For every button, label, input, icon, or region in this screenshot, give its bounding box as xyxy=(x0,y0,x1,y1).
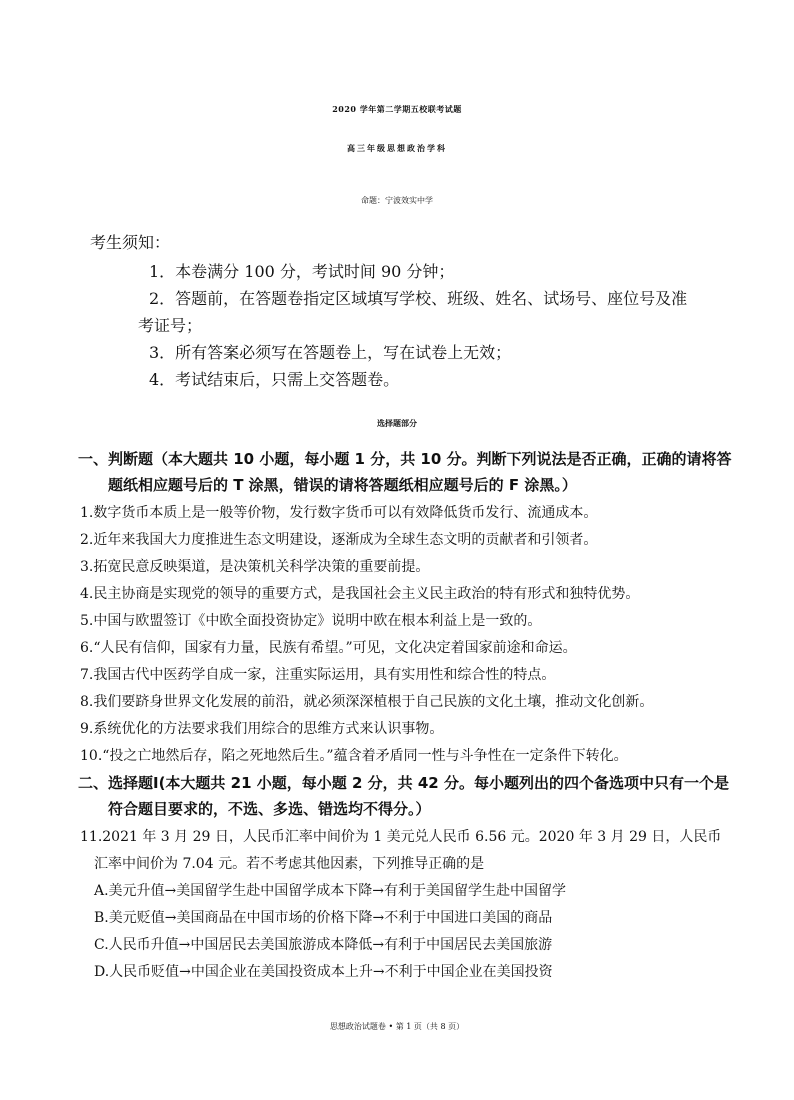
judgment-question: 4.民主协商是实现党的领导的重要方式，是我国社会主义民主政治的特有形式和独特优势。 xyxy=(80,586,640,602)
judgment-question: 2.近年来我国大力度推进生态文明建设，逐渐成为全球生态文明的贡献者和引领者。 xyxy=(80,532,598,548)
judgment-question: 6.“人民有信仰，国家有力量，民族有希望。”可见，文化决定着国家前途和命运。 xyxy=(80,640,577,656)
judgment-question: 5.中国与欧盟签订《中欧全面投资协定》说明中欧在根本利益上是一致的。 xyxy=(80,613,542,629)
notice-item: 3．所有答案必须写在答题卷上，写在试卷上无效； xyxy=(149,343,512,362)
choice-option-b: B.美元贬值→美国商品在中国市场的价格下降→不利于中国进口美国的商品 xyxy=(94,910,553,926)
notice-item: 2．答题前，在答题卷指定区域填写学校、班级、姓名、试场号、座位号及准 xyxy=(149,289,688,308)
choice-option-a: A.美元升值→美国留学生赴中国留学成本下降→有利于美国留学生赴中国留学 xyxy=(94,883,567,899)
author-line: 命题：宁波效实中学 xyxy=(361,196,433,205)
notice-item-continued: 考证号； xyxy=(138,316,203,335)
judgment-question: 9.系统优化的方法要求我们用综合的思维方式来认识事物。 xyxy=(80,721,444,737)
section-title: 选择题部分 xyxy=(377,419,417,428)
exam-title: 2020 学年第二学期五校联考试题 xyxy=(332,104,462,114)
notice-heading: 考生须知： xyxy=(90,233,171,252)
choice-question-stem-continued: 汇率中间价为 7.04 元。若不考虑其他因素，下列推导正确的是 xyxy=(94,856,485,872)
judgment-question: 8.我们要跻身世界文化发展的前沿，就必须深深植根于自己民族的文化土壤，推动文化创新。 xyxy=(80,694,654,710)
judgment-question: 1.数字货币本质上是一般等价物，发行数字货币可以有效降低货币发行、流通成本。 xyxy=(80,505,598,521)
judgment-question: 7.我国古代中医药学自成一家，注重实际运用，具有实用性和综合性的特点。 xyxy=(80,667,556,683)
part1-heading: 一、判断题（本大题共 10 小题，每小题 1 分，共 10 分。判断下列说法是否正确，正确的请将答 xyxy=(78,450,732,468)
judgment-question: 10.“投之亡地然后存，陷之死地然后生。”蕴含着矛盾同一性与斗争性在一定条件下转化。 xyxy=(80,748,628,764)
page-footer: 思想政治试题卷 • 第 1 页（共 8 页） xyxy=(329,1022,465,1031)
subject-title: 高三年级思想政治学科 xyxy=(347,144,447,153)
choice-question-stem: 11.2021 年 3 月 29 日，人民币汇率中间价为 1 美元兑人民币 6.56 元。2020 年 3 月 29 日，人民币 xyxy=(80,829,722,845)
part2-heading: 二、选择题Ⅰ(本大题共 21 小题，每小题 2 分，共 42 分。每小题列出的四个备选项中只有一个是 xyxy=(78,774,729,792)
notice-item: 1．本卷满分 100 分，考试时间 90 分钟； xyxy=(149,262,455,281)
choice-option-d: D.人民币贬值→中国企业在美国投资成本上升→不利于中国企业在美国投资 xyxy=(94,964,553,980)
judgment-question: 3.拓宽民意反映渠道，是决策机关科学决策的重要前提。 xyxy=(80,559,430,575)
part2-heading-continued: 符合题目要求的，不选、多选、错选均不得分。） xyxy=(108,800,431,818)
choice-option-c: C.人民币升值→中国居民去美国旅游成本降低→有利于中国居民去美国旅游 xyxy=(94,937,553,953)
part1-heading-continued: 题纸相应题号后的 T 涂黑，错误的请将答题纸相应题号后的 F 涂黑。） xyxy=(108,476,577,494)
notice-item: 4．考试结束后，只需上交答题卷。 xyxy=(149,370,400,389)
